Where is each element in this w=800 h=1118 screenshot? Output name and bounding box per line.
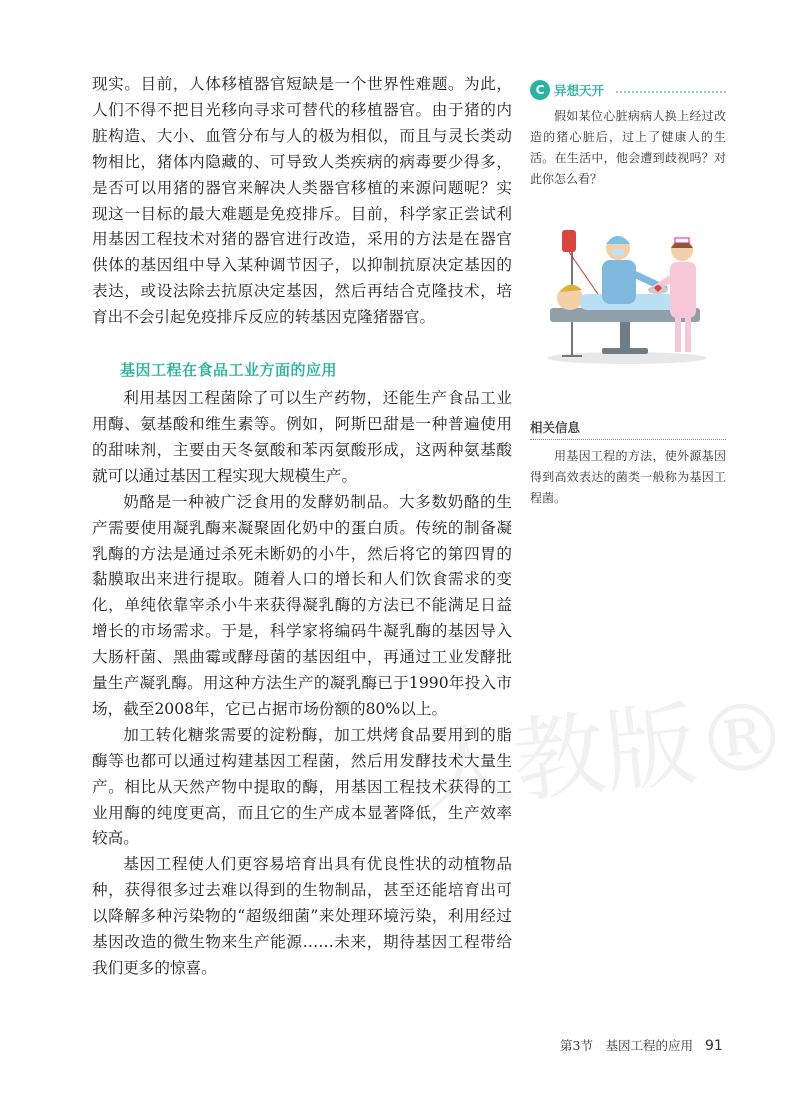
thought-header <box>530 80 726 100</box>
page-number: 91 <box>704 1038 723 1054</box>
paragraph-amylase: 加工转化糖浆需要的淀粉酶，加工烘烤食品要用到的脂酶等也都可以通过构建基因工程菌，然后用发酵技术大量生产。相比从天然产物中提取的酶，用基因工程技术获得的工业用酶的纯度更高，而且它的生产成本显著降低，生产效率较高。 <box>92 725 512 848</box>
surgery-illustration <box>532 218 722 370</box>
paragraph-cheese: 奶酪是一种被广泛食用的发酵奶制品。大多数奶酪的生产需要使用凝乳酶来凝聚固化奶中的蛋白质。传统的制备凝乳酶的方法是通过杀死未断奶的小牛，然后将它的第四胃的黏膜取出来进行提取。随着人口的增长和人们饮食需求的变化，单纯依靠宰杀小牛来获得凝乳酶的方法已不能满足日益增长的市场需求。于是，科学家将编码牛凝乳酶的基因导入大肠杆菌、黑曲霉或酵母菌的基因组中，再通过工业发酵批量生产凝乳酶。用这种方法生产的凝乳酶已于1990年投入市场，截至2008年，它已占据市场份额的80%以上。 <box>92 492 512 718</box>
paragraph-xenotransplant: 现实。目前，人体移植器官短缺是一个世界性难题。为此，人们不得不把目光移向寻求可替代的移植器官。由于猪的内脏构造、大小、血管分布与人的极为相似，而且与灵长类动物相比，猪体内隐藏的、可导致人类疾病的病毒要少得多，是否可以用猪的器官来解决人类器官移植的来源问题呢？实现这一目标的最大难题是免疫排斥。目前，科学家正尝试利用基因工程技术对猪的器官进行改造，采用的方法是在器官供体的基因组中导入某种调节因子，以抑制抗原决定基因的表达，或设法除去抗原决定基因，然后再结合克隆技术，培育出不会引起免疫排斥反应的转基因克隆猪器官。 <box>92 75 512 327</box>
paragraph-future: 基因工程使人们更容易培育出具有优良性状的动植物品种，获得很多过去难以得到的生物制品，甚至还能培育出可以降解多种污染物的“超级细菌”来处理环境污染，利用经过基因改造的微生物来生产能源……未来，期待基因工程带给我们更多的惊喜。 <box>92 855 512 977</box>
footer-section-label: 第3节 基因工程的应用 <box>560 1038 693 1053</box>
page-footer <box>560 1036 723 1054</box>
paragraph-food-enzymes: 利用基因工程菌除了可以生产药物，还能生产食品工业用酶、氨基酸和维生素等。例如，阿斯巴甜是一种普遍使用的甜味剂，主要由天冬氨酸和苯丙氨酸形成，这两种氨基酸就可以通过基因工程实现大规模生产。 <box>92 389 512 485</box>
section-heading: 基因工程在食品工业方面的应用 <box>120 361 338 380</box>
sidebar-related-info <box>530 418 726 509</box>
thought-badge-icon: C <box>530 80 550 100</box>
related-info-text: 用基因工程的方法，使外源基因得到高效表达的菌类一般称为基因工程菌。 <box>530 449 726 505</box>
sidebar-thought-box <box>530 80 726 190</box>
related-info-title: 相关信息 <box>530 418 726 440</box>
divider <box>616 91 726 93</box>
main-text-column <box>92 72 512 982</box>
watermark: 人教版® <box>416 681 794 826</box>
thought-text: 假如某位心脏病病人换上经过改造的猪心脏后，过上了健康人的生活。在生活中，他会遭到歧视吗？对此你怎么看？ <box>530 109 726 186</box>
thought-title: 异想天开 <box>554 83 605 98</box>
